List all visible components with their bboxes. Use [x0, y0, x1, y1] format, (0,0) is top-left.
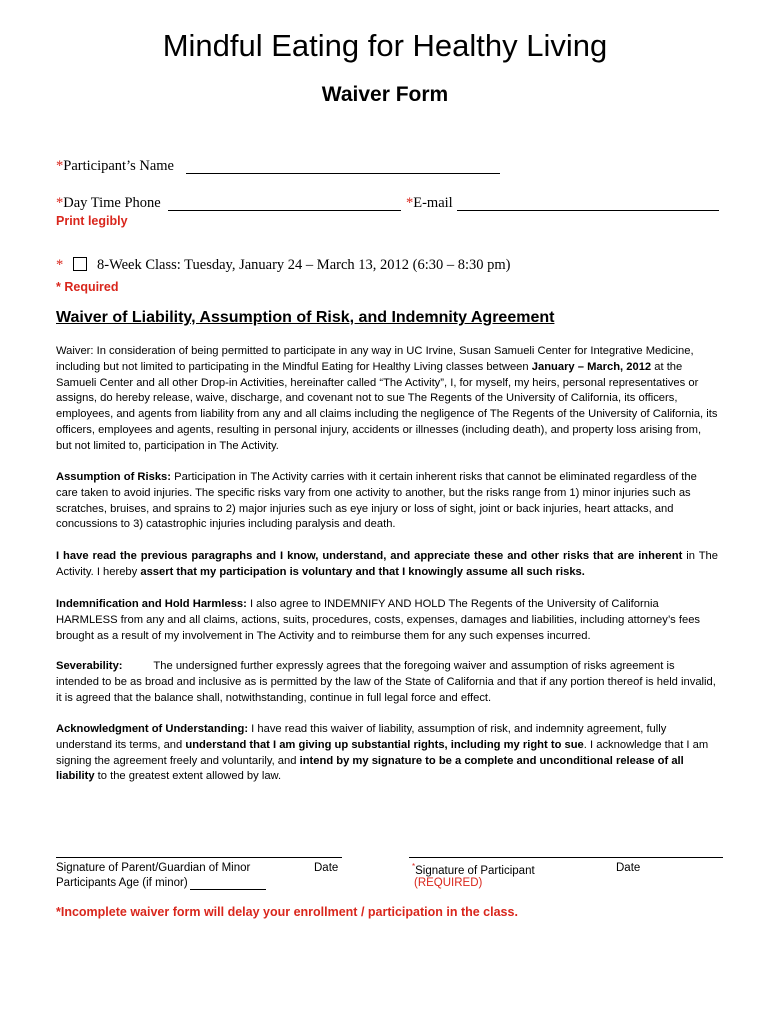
participant-age-label: Participants Age (if minor) [56, 877, 188, 889]
severability-paragraph: Severability: The undersigned further expressly agrees that the foregoing waiver and assumption of risks agreement is intended to be as broad and inclusive as is permitted by the law of the State of California and that if any portion thereof is held invalid, it is agreed that the balance shall, notwithstanding, continue in full legal force and effect. [56, 660, 719, 704]
required-asterisk: * [56, 158, 64, 174]
class-checkbox[interactable] [73, 257, 87, 271]
participant-signature-label: *Signature of Participant [412, 862, 535, 877]
incomplete-warning: *Incomplete waiver form will delay your enrollment / participation in the class. [56, 905, 518, 919]
section-title: Waiver of Liability, Assumption of Risk, and Indemnity Agreement [56, 309, 555, 326]
required-asterisk: * [56, 257, 64, 273]
assumption-paragraph: Assumption of Risks: Participation in The Activity carries with it certain inherent risks that cannot be eliminated regardless of the care taken to avoid injuries. The specific risks vary from one activity to another, but the risks range from 1) minor injuries such as scratches, bruises, and sprains to 2) major injuries such as eye injury or loss of sight, joint or back injuries, heart attacks, and concussions to 3) catastrophic injuries including paralysis and death. [56, 471, 697, 531]
guardian-signature-label: Signature of Parent/Guardian of Minor [56, 862, 251, 874]
required-asterisk: * [56, 195, 64, 211]
participant-age-field[interactable] [190, 889, 266, 890]
page-title: Mindful Eating for Healthy Living [162, 28, 608, 63]
participant-name-field[interactable] [186, 173, 500, 174]
required-asterisk: * [406, 195, 414, 211]
required-asterisk: * [412, 862, 416, 871]
acknowledgment-paragraph: Acknowledgment of Understanding: I have read this waiver of liability, assumption of risk, and indemnity agreement, fully understand its terms, and understand that I am giving up substantial rights, including my right to sue. I acknowledge that I am signing the agreement freely and voluntarily, and intend by my signature to be a complete and unconditional release of all liability to the greatest extent allowed by law. [56, 723, 709, 783]
class-row [56, 257, 63, 274]
page-subtitle: Waiver Form [321, 83, 449, 106]
participant-name-label: Participant’s Name [63, 158, 174, 174]
email-label: E-mail [413, 195, 453, 211]
print-legibly-note: Print legibly [56, 214, 128, 228]
email-label-row [406, 195, 453, 212]
participant-name-label-row [56, 158, 174, 175]
guardian-date-label: Date [314, 862, 339, 874]
waiver-paragraph: Waiver: In consideration of being permitted to participate in any way in UC Irvine, Susan Samueli Center for Integrative Medicine, including but not limited to participating in the Mindful Eating for Healthy Living classes between January – March, 2012 at the Samueli Center and all other Drop-in Activities, hereinafter called “The Activity”, I, for myself, my heirs, personal representatives or assigns, do hereby release, waive, discharge, and covenant not to sue The Regents of the University of California, its officers, employees, and agents from liability from any and all claims including the negligence of The Regents of the University of California, its officers, employees and agents, resulting in personal injury, accidents or illnesses (including death), and property loss arising from, but not limited to, participation in The Activity. [56, 345, 718, 452]
phone-field[interactable] [168, 210, 401, 211]
phone-label-row [56, 195, 161, 212]
required-label: (REQUIRED) [414, 877, 483, 889]
required-note: * Required [56, 280, 119, 294]
participant-signature-line[interactable] [409, 857, 723, 858]
guardian-signature-line[interactable] [56, 857, 342, 858]
phone-label: Day Time Phone [63, 195, 161, 211]
class-label: 8-Week Class: Tuesday, January 24 – March 13, 2012 (6:30 – 8:30 pm) [97, 257, 511, 273]
participant-date-label: Date [616, 862, 641, 874]
indemnification-paragraph: Indemnification and Hold Harmless: I also agree to INDEMNIFY AND HOLD The Regents of the University of California HARMLESS from any and all claims, actions, suits, procedures, costs, expenses, damages and liabilities, including attorney’s fees brought as a result of my involvement in The Activity and to reimburse them for any such expenses incurred. [56, 598, 701, 642]
email-field[interactable] [457, 210, 719, 211]
read-paragraph: I have read the previous paragraphs and I know, understand, and appreciate these and other risks that are inherent in The Activity. I hereby assert that my participation is voluntary and that I knowingly assume all such risks. [56, 550, 718, 578]
